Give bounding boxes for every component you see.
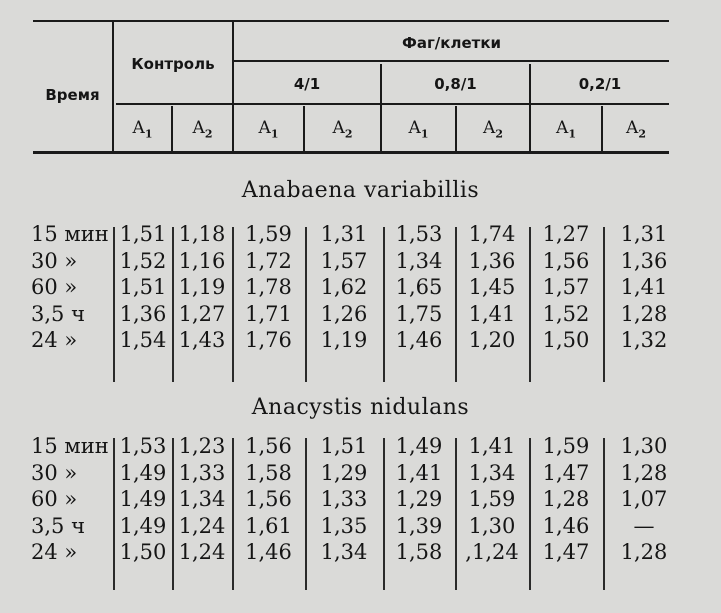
value-cell: 1,47 (542, 540, 590, 564)
value-cell: 1,50 (119, 540, 167, 564)
ratio-header-4-1: 4/1 (293, 75, 321, 93)
table-row (0, 461, 721, 487)
value-cell: 1,33 (320, 487, 368, 511)
value-cell: 1,71 (245, 301, 292, 326)
value-cell: 1,34 (320, 540, 368, 564)
value-cell: 1,19 (320, 328, 368, 352)
table-row (0, 487, 721, 513)
value-cell: 1,52 (119, 248, 167, 273)
value-cell: 1,36 (620, 248, 668, 273)
value-cell: 1,43 (178, 328, 226, 352)
time-cell: 15 мин (31, 222, 109, 246)
ratio-rule (116, 103, 669, 105)
value-cell: 1,20 (468, 328, 516, 352)
table-row (0, 249, 721, 275)
value-cell: ,1,24 (465, 540, 519, 564)
a2-header: $A_2$ (626, 118, 646, 141)
a1-header: $A_1$ (556, 118, 576, 141)
value-cell: 1,30 (468, 513, 516, 538)
ratio-header-0-2-1: 0,2/1 (578, 75, 622, 93)
header-bottom-rule (33, 151, 669, 154)
value-cell: 1,59 (245, 222, 292, 246)
time-cell: 60 » (31, 275, 78, 299)
value-cell: 1,19 (178, 275, 226, 299)
value-cell: 1,24 (178, 540, 226, 564)
value-cell: 1,59 (542, 434, 590, 458)
a1-header: $A_1$ (258, 118, 279, 141)
value-cell: 1,34 (395, 248, 443, 273)
value-cell: 1,24 (178, 513, 226, 538)
value-cell: 1,23 (178, 434, 226, 458)
value-cell: 1,50 (542, 328, 590, 352)
table-row (0, 222, 721, 248)
value-cell: 1,46 (245, 540, 292, 564)
value-cell: 1,28 (620, 460, 668, 485)
time-cell: 24 » (31, 328, 78, 352)
value-cell: 1,57 (542, 275, 590, 299)
time-cell: 30 » (31, 460, 78, 485)
value-cell: 1,27 (542, 222, 590, 246)
value-cell: 1,28 (620, 540, 668, 564)
value-cell: 1,29 (395, 487, 443, 511)
value-cell: 1,31 (320, 222, 368, 246)
table-row (0, 328, 721, 354)
control-header: Контроль (131, 55, 215, 73)
table-row (0, 434, 721, 460)
value-cell: 1,72 (245, 248, 292, 273)
phage-rule (234, 60, 669, 62)
value-cell: 1,33 (178, 460, 226, 485)
a2-header: $A_2$ (332, 118, 353, 141)
value-cell: 1,56 (245, 487, 292, 511)
table-row (0, 302, 721, 328)
value-cell: 1,51 (119, 275, 167, 299)
value-cell: 1,36 (468, 248, 516, 273)
section-title: Anacystis nidulans (251, 395, 470, 420)
value-cell: 1,61 (245, 513, 292, 538)
value-cell: — (633, 513, 655, 538)
value-cell: 1,32 (620, 328, 668, 352)
value-cell: 1,75 (395, 301, 443, 326)
section-title: Anabaena variabillis (241, 178, 480, 203)
value-cell: 1,41 (468, 434, 516, 458)
time-cell: 3,5 ч (31, 513, 85, 538)
value-cell: 1,51 (119, 222, 167, 246)
table-row (0, 540, 721, 566)
value-cell: 1,56 (542, 248, 590, 273)
value-cell: 1,76 (245, 328, 292, 352)
a2-header: $A_2$ (483, 118, 503, 141)
time-cell: 3,5 ч (31, 301, 85, 326)
value-cell: 1,41 (468, 301, 516, 326)
value-cell: 1,49 (395, 434, 443, 458)
value-cell: 1,59 (468, 487, 516, 511)
time-cell: 30 » (31, 248, 78, 273)
value-cell: 1,46 (395, 328, 443, 352)
value-cell: 1,54 (119, 328, 167, 352)
value-cell: 1,78 (245, 275, 292, 299)
value-cell: 1,58 (395, 540, 443, 564)
value-cell: 1,51 (320, 434, 368, 458)
value-cell: 1,41 (620, 275, 668, 299)
phage-header: Фаг/клетки (401, 34, 502, 52)
time-header: Время (45, 86, 100, 104)
value-cell: 1,53 (119, 434, 167, 458)
value-cell: 1,74 (468, 222, 516, 246)
value-cell: 1,07 (620, 487, 668, 511)
value-cell: 1,27 (178, 301, 226, 326)
value-cell: 1,58 (245, 460, 292, 485)
value-cell: 1,18 (178, 222, 226, 246)
table-row (0, 514, 721, 540)
value-cell: 1,16 (178, 248, 226, 273)
value-cell: 1,45 (468, 275, 516, 299)
table-row (0, 275, 721, 301)
value-cell: 1,31 (620, 222, 668, 246)
value-cell: 1,65 (395, 275, 443, 299)
a1-header: $A_1$ (408, 118, 429, 141)
value-cell: 1,52 (542, 301, 590, 326)
value-cell: 1,29 (320, 460, 368, 485)
value-cell: 1,34 (468, 460, 516, 485)
value-cell: 1,49 (119, 460, 167, 485)
value-cell: 1,49 (119, 513, 167, 538)
a2-header: $A_2$ (192, 118, 213, 141)
value-cell: 1,46 (542, 513, 590, 538)
value-cell: 1,56 (245, 434, 292, 458)
value-cell: 1,62 (320, 275, 368, 299)
value-cell: 1,39 (395, 513, 443, 538)
value-cell: 1,30 (620, 434, 668, 458)
time-cell: 24 » (31, 540, 78, 564)
a1-header: $A_1$ (132, 118, 153, 141)
top-rule (33, 20, 669, 22)
value-cell: 1,53 (395, 222, 443, 246)
ratio-header-0-8-1: 0,8/1 (434, 75, 477, 93)
value-cell: 1,34 (178, 487, 226, 511)
value-cell: 1,47 (542, 460, 590, 485)
value-cell: 1,49 (119, 487, 167, 511)
value-cell: 1,35 (320, 513, 368, 538)
value-cell: 1,28 (542, 487, 590, 511)
value-cell: 1,57 (320, 248, 368, 273)
value-cell: 1,26 (320, 301, 368, 326)
time-cell: 15 мин (31, 434, 109, 458)
time-cell: 60 » (31, 487, 78, 511)
value-cell: 1,28 (620, 301, 668, 326)
value-cell: 1,41 (395, 460, 443, 485)
value-cell: 1,36 (119, 301, 167, 326)
